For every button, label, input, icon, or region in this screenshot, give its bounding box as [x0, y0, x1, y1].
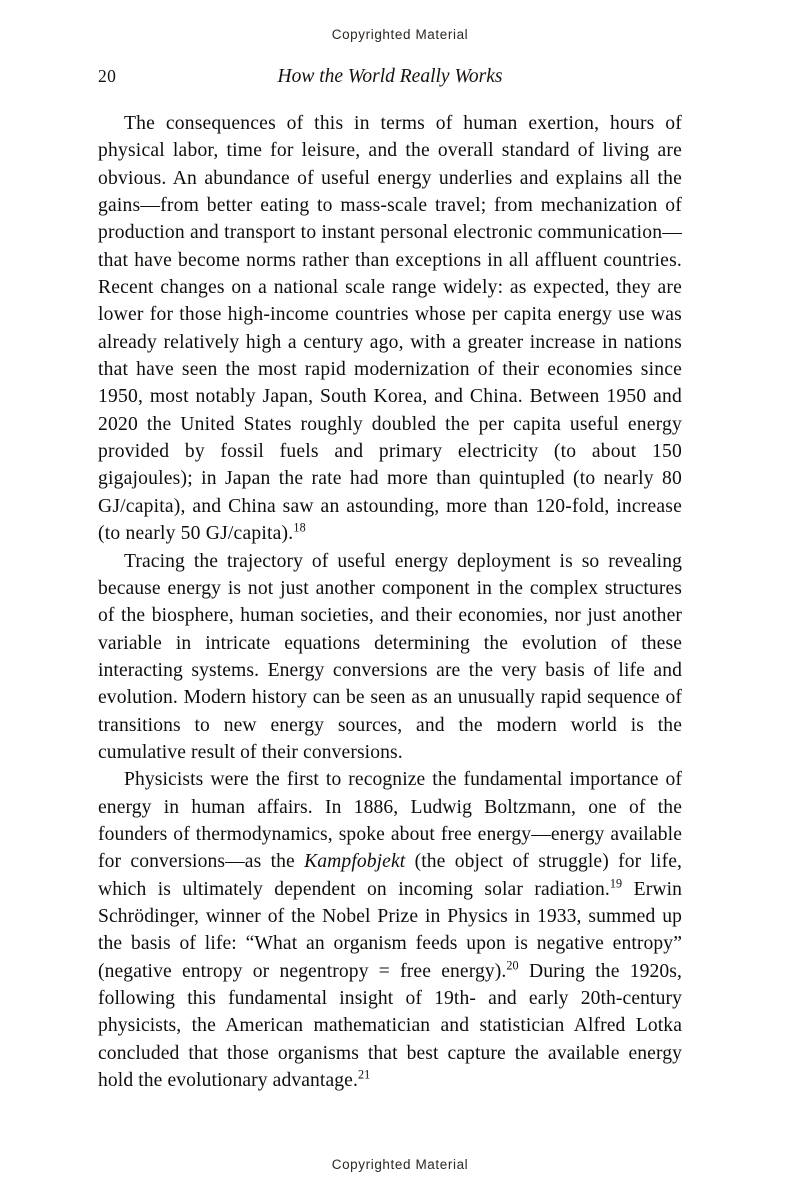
running-head: [98, 66, 682, 90]
paragraph-text-segment: During the 1920s, following this fundamental insight of 19th- and early 20th-century physicists, the American mathematician and statistician Alfred Lotka concluded that those organisms that best capture the available energy hold the evolutionary advantage.: [98, 960, 683, 1092]
copyright-watermark-bottom: Copyrighted Material: [331, 1157, 469, 1172]
paragraph-text-segment: Erwin Schrödinger, winner of the Nobel Prize in Physics in 1933, summed up the basis of life: “What an organism feeds upon is negative entropy” (negative entropy or negentropy = free energy).: [98, 878, 682, 982]
paragraph-text: Tracing the trajectory of useful energy deployment is so revealing because energy is not just another component in the complex structures of the biosphere, human societies, and their economies, nor just another variable in intricate equations determining the evolution of these interacting systems. Energy conversions are the very basis of life and evolution. Modern history can be seen as an unusually rapid sequence of transitions to new energy sources, and the modern world is the cumulative result of their conversions.: [98, 550, 682, 763]
paragraph-text-segment: (the object of struggle) for life, which is ultimately dependent on incoming solar radiation.: [98, 851, 683, 900]
foreign-term: Kampfobjekt: [304, 851, 406, 873]
paragraph-text-segment: Physicists were the first to recognize the fundamental importance of energy in human affairs. In 1886, Ludwig Boltzmann, one of the founders of thermodynamics, spoke about free energy—energy available for conversions—as the: [98, 769, 682, 873]
footnote-marker: 18: [293, 520, 306, 535]
book-title: How the World Really Works: [277, 66, 503, 87]
paragraph: [98, 548, 682, 767]
footnote-marker: 19: [609, 876, 623, 891]
paragraph: [98, 766, 682, 1094]
footnote-marker: 21: [357, 1067, 371, 1082]
page-number: 20: [98, 66, 117, 86]
body-text: [98, 110, 682, 1094]
copyright-watermark-top: Copyrighted Material: [331, 27, 469, 42]
paragraph: [98, 110, 682, 548]
paragraph-text: The consequences of this in terms of human exertion, hours of physical labor, time for leisure, and the overall standard of living are obvious. An abundance of useful energy underlies and explains all the gains—from better eating to mass-scale travel; from mechanization of production and transport to instant personal electronic communication—that have become norms rather than exceptions in all affluent countries. Recent changes on a national scale range widely: as expected, they are lower for those high-income countries whose per capita energy use was already relatively high a century ago, with a greater increase in nations that have seen the most rapid modernization of their economies since 1950, most notably Japan, South Korea, and China. Between 1950 and 2020 the United States roughly doubled the per capita useful energy provided by fossil fuels and primary electricity (to about 150 gigajoules); in Japan the rate had more than quintupled (to nearly 80 GJ/capita), and China saw an astounding, more than 120-fold, increase (to nearly 50 GJ/capita).: [98, 113, 682, 545]
footnote-marker: 20: [506, 958, 519, 973]
